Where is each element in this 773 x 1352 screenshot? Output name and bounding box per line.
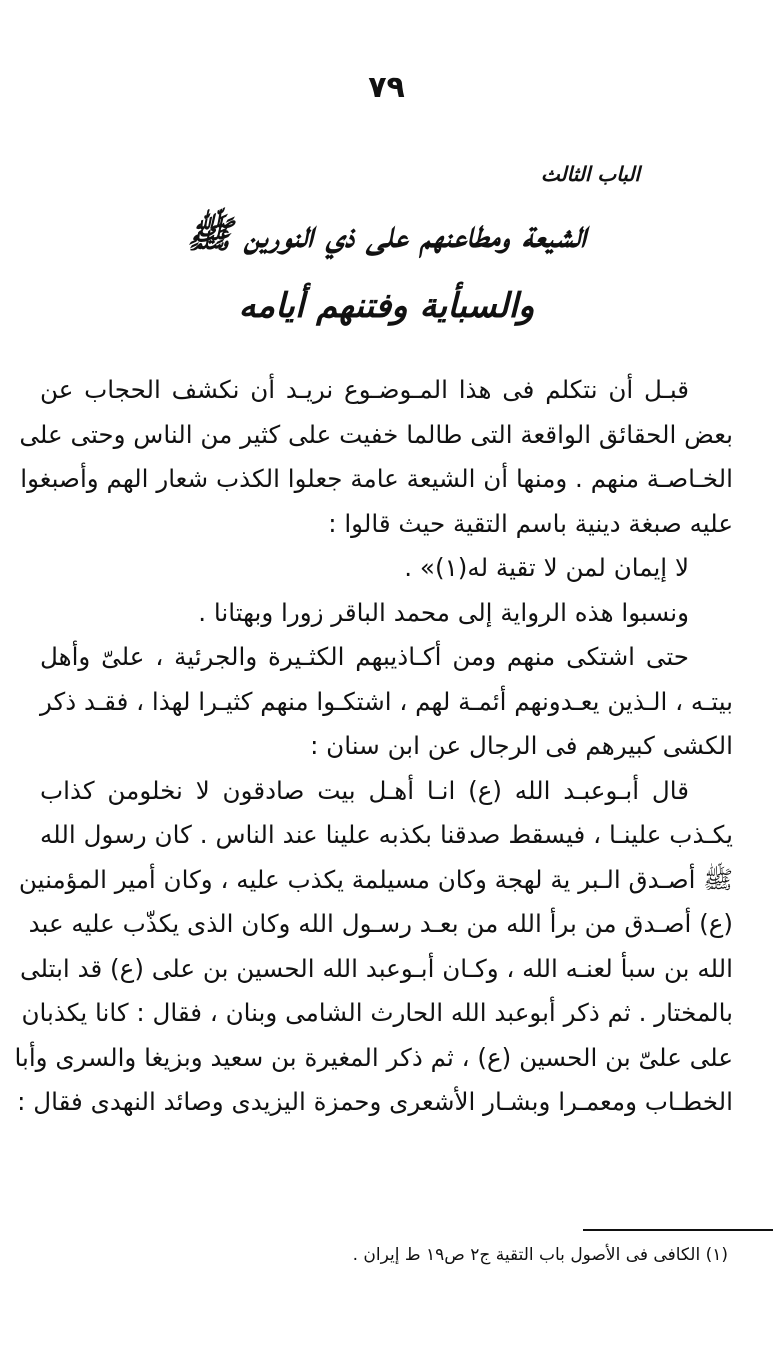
body-line: قال أبـوعبـد الله (ع) انـا أهـل بيت صادقون لا نخلومن كذاب (40, 775, 689, 805)
body-line: (ع) أصـدق من برأ الله من بعـد رسـول الله وكان الذى يكذّب عليه عبد (28, 909, 733, 938)
chapter-title-line-2: والسبأية وفتنهم أيامه (238, 286, 535, 326)
body-line: بالمختار . ثم ذكر أبوعبد الله الحارث الشامى وبنان ، فقال : كانا يكذبان (21, 998, 733, 1027)
body-line: الخـاصـة منهم . ومنها أن الشيعة عامة جعلوا الكذب شعار الهم وأصبغوا (20, 464, 733, 493)
footnote: (١) الكافى فى الأصول باب التقية ج٢ ص١٩ ط إيران . (352, 1245, 728, 1265)
chapter-title-line-1: الشيعة ومطاعنهم على ذي النورين ﷺ (186, 213, 587, 256)
body-line-quote: لا إيمان لمن لا تقية له(١)» . (404, 553, 689, 582)
body-line: بعض الحقائق الواقعة التى طالما خفيت على كثير من الناس وحتى على (19, 419, 733, 449)
footnote-divider (583, 1229, 773, 1231)
body-line: ونسبوا هذه الرواية إلى محمد الباقر زورا وبهتانا . (198, 597, 689, 627)
body-line: ﷺ أصـدق الـبر ية لهجة وكان مسيلمة يكذب عليه ، وكان أمير المؤمنين (18, 864, 733, 894)
body-line: الله بن سبأ لعنـه الله ، وكـان أبـوعبد الله الحسين بن على (ع) قد ابتلى (20, 953, 733, 983)
body-line: يكـذب علينـا ، فيسقط صدقنا بكذبه علينا عند الناس . كان رسول الله (40, 820, 733, 849)
body-line: عليه صبغة دينية باسم التقية حيث قالوا : (328, 508, 733, 538)
body-line: الخطـاب ومعمـرا وبشـار الأشعرى وحمزة اليزيدى وصائد النهدى فقال : (17, 1087, 733, 1116)
body-line: قبـل أن نتكلم فى هذا المـوضـوع نريـد أن نكشف الحجاب عن (40, 375, 689, 404)
body-line: حتى اشتكى منهم ومن أكـاذيبهم الكثـيرة والجرئية ، علىّ وأهل (40, 642, 689, 671)
body-text (14, 368, 733, 1125)
body-line: على علىّ بن الحسين (ع) ، ثم ذكر المغيرة بن سعيد وبزيغا والسرى وأبا (14, 1042, 733, 1072)
page-number: ٧٩ (368, 70, 405, 105)
chapter-label: الباب الثالث (540, 162, 640, 186)
body-line: الكشى كبيرهم فى الرجال عن ابن سنان : (310, 731, 733, 760)
body-line: بيتـه ، الـذين يعـدونهم أئمـة لهم ، اشتكـوا منهم كثيـرا لهذا ، فقـد ذكر (39, 686, 733, 716)
